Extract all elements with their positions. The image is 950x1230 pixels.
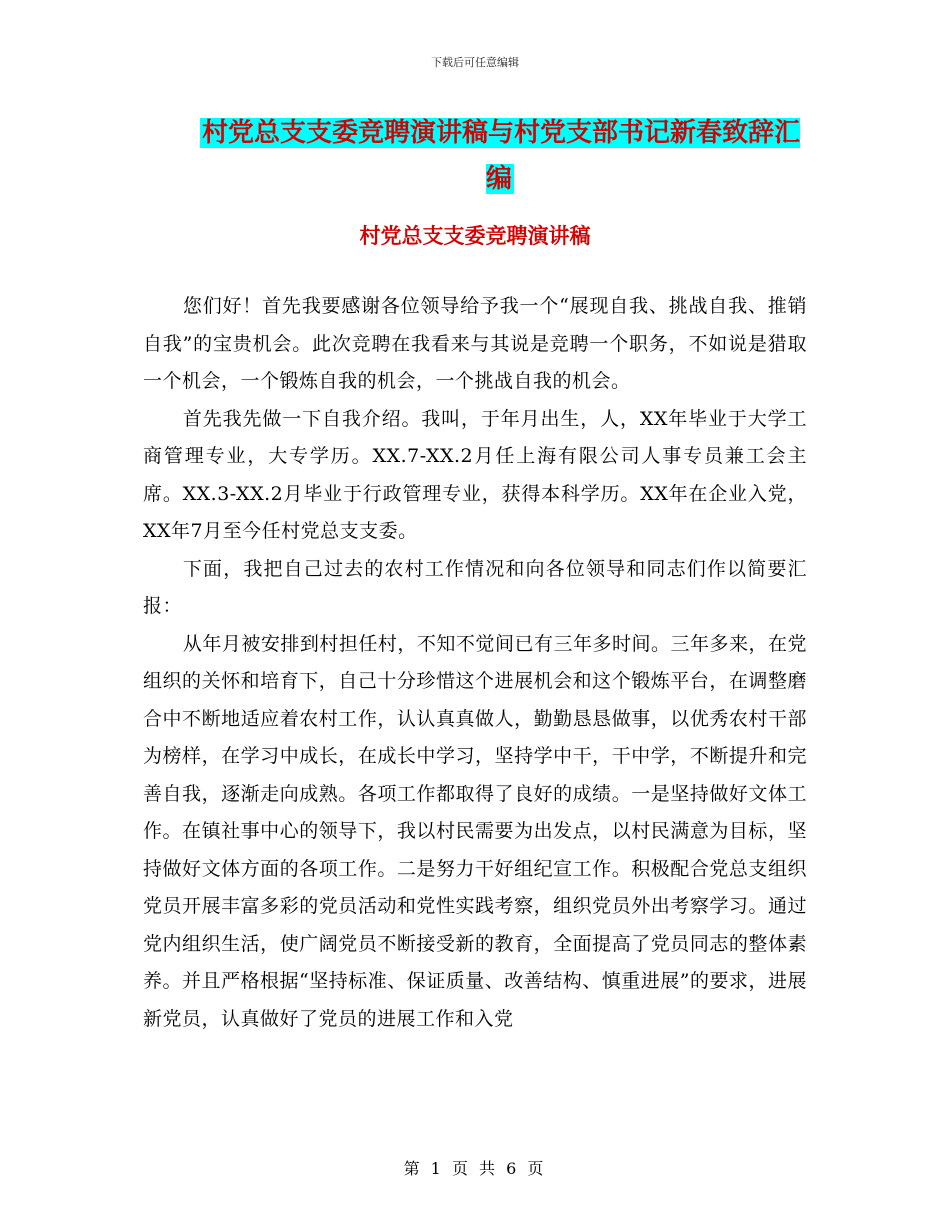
paragraph: 从年月被安排到村担任村，不知不觉间已有三年多时间。三年多来，在党组织的关怀和培育下，自己十分珍惜这个进展机会和这个锻炼平台，在调整磨合中不断地适应着农村工作，认认真真做人，勤勤恳恳做事，以优秀农村干部为榜样，在学习中成长，在成长中学习，坚持学中干，干中学，不断提升和完善自我，逐渐走向成熟。各项工作都取得了良好的成绩。一是坚持做好文体工作。在镇社事中心的领导下，我以村民需要为出发点，以村民满意为目标，坚持做好文体方面的各项工作。二是努力干好组纪宣工作。积极配合党总支组织党员开展丰富多彩的党员活动和党性实践考察，组织党员外出考察学习。通过党内组织生活，使广阔党员不断接受新的教育，全面提高了党员同志的整体素养。并且严格根据“坚持标准、保证质量、改善结构、慎重进展”的要求，进展新党员，认真做好了党员的进展工作和入党 [143,632,807,1030]
page-footer: 第 1 页 共 6 页 [403,1159,547,1178]
section-title: 村党总支支委竞聘演讲稿 [359,223,591,248]
paragraph: 您们好！首先我要感谢各位领导给予我一个“展现自我、挑战自我、推销自我”的宝贵机会。此次竞聘在我看来与其说是竞聘一个职务，不如说是猎取一个机会，一个锻炼自我的机会，一个挑战自我的机会。 [143,295,807,392]
document-body [143,288,807,1038]
document-title [190,110,810,202]
document-title-text: 村党总支支委竞聘演讲稿与村党支部书记新春致辞汇编 [201,118,800,194]
paragraph: 下面，我把自己过去的农村工作情况和向各位领导和同志们作以简要汇报： [143,557,807,617]
paragraph: 首先我先做一下自我介绍。我叫，于年月出生，人，XX年毕业于大学工商管理专业，大专学历。XX.7-XX.2月任上海有限公司人事专员兼工会主席。XX.3-XX.2月毕业于行政管理专业，获得本科学历。XX年在企业入党，XX年7月至今任村党总支支委。 [143,407,807,542]
header-note: 下载后可任意编辑 [431,56,519,69]
